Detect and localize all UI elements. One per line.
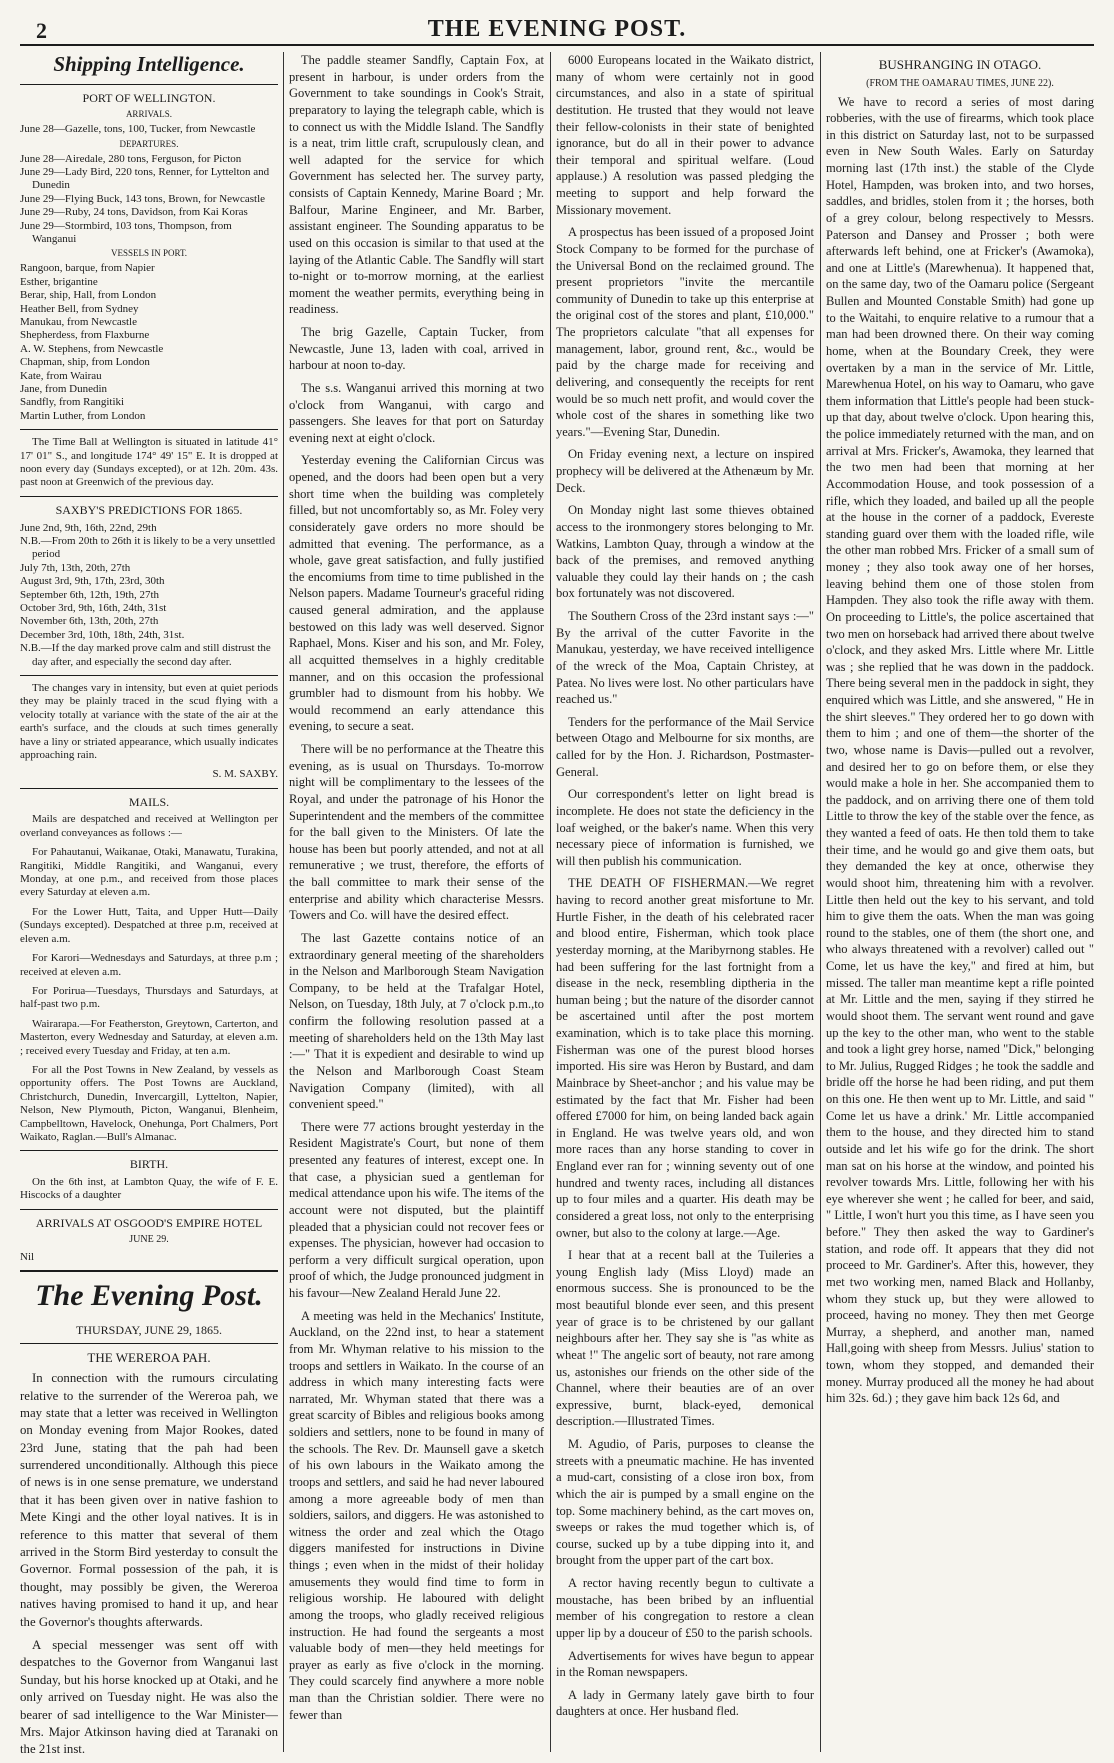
arrivals-label: ARRIVALS. bbox=[125, 109, 173, 120]
vessel-line: Rangoon, barque, from Napier bbox=[20, 262, 155, 275]
vessel-line: Manukau, from Newcastle bbox=[20, 316, 137, 329]
vessels-label: VESSELS IN PORT. bbox=[110, 248, 188, 259]
departure-line: June 29—Lady Bird, 220 tons, Renner, for Lyttelton and Dunedin bbox=[20, 165, 270, 192]
departure-line: June 28—Airedale, 280 tons, Ferguson, for Picton bbox=[20, 152, 242, 165]
vessel-line: Jane, from Dunedin bbox=[20, 383, 108, 396]
mails-paragraph: For all the Post Towns in New Zealand, by vessels as opportunity offers. The Post Towns are Auckland, Christchurch, Dunedin, Invercargill, Lyttelton, Napier, Nelson, New Plymouth, Picton, Wanganui, Blenheim, Campbelltown, Havelock, Onehunga, Port Chalmers, Port Waikato, Raglan.—Bull's Almanac. bbox=[20, 1063, 278, 1143]
column-1 bbox=[20, 52, 278, 1756]
masthead-title: THE EVENING POST. bbox=[427, 16, 687, 42]
vessel-line: Esther, brigantine bbox=[20, 275, 98, 288]
bushranging-title: BUSHRANGING IN OTAGO. bbox=[878, 57, 1042, 72]
news-paragraph: On Friday evening next, a lecture on inspired prophecy will be delivered at the Athenæum by Mr. Deck. bbox=[556, 447, 814, 495]
page-number: 2 bbox=[36, 18, 47, 43]
saxby-signature: S. M. SAXBY. bbox=[212, 768, 278, 781]
saxby-heading: SAXBY'S PREDICTIONS FOR 1865. bbox=[55, 502, 243, 517]
saxby-line: December 3rd, 10th, 18th, 24th, 31st. bbox=[20, 628, 185, 641]
news-paragraph: Yesterday evening the Californian Circus was opened, and the doors had been open but a very short time when the building was completely filled, but not uncomfortably so, as Mr. Foley very considerately gave orders no more should be admitted that evening. The performance, as a whole, gave great satisfaction, and fully justified the encomiums from time to time published in the Nelson papers. Madame Tourneur's graceful riding caused general admiration, and the applause bestowed on this lady was well deserved. Signor Raphael, Mons. Kiser and his son, and Mr. Foley, all acquitted themselves in a highly creditable manner, and on this occasion the professional grumbler had to dismount from his hobby. We would recommend an early attendance this evening, to secure a seat. bbox=[289, 453, 544, 734]
wereroa-title: THE WEREROA PAH. bbox=[87, 1350, 211, 1366]
departures-label: DEPARTURES. bbox=[119, 138, 179, 149]
departure-line: June 29—Ruby, 24 tons, Davidson, from Kai Koras bbox=[20, 206, 248, 219]
shipping-heading: Shipping Intelligence. bbox=[53, 52, 245, 76]
saxby-line: September 6th, 12th, 19th, 27th bbox=[20, 588, 160, 601]
column-rule bbox=[283, 52, 284, 1752]
birth-notice: On the 6th inst, at Lambton Quay, the wife of F. E. Hiscocks of a daughter bbox=[20, 1176, 278, 1202]
osgood-heading: ARRIVALS AT OSGOOD'S EMPIRE HOTEL bbox=[35, 1215, 263, 1230]
news-paragraph: The s.s. Wanganui arrived this morning at two o'clock from Wanganui, with cargo and passengers. She leaves for that port on Saturday evening next at eight o'clock. bbox=[289, 380, 544, 445]
news-paragraph: 6000 Europeans located in the Waikato district, many of whom were certainly not in good circumstances, and also in a state of spiritual destitution. He trusted that they would not leave their fellow-colonists in their state of benighted ignorance, but do all in their power to advance their temporal and spiritual welfare. (Loud applause.) A resolution was passed pledging the meeting to support and help forward the Missionary movement. bbox=[556, 53, 814, 217]
wereroa-paragraph: In connection with the rumours circulating relative to the surrender of the Wereroa pah, we may state that a letter was received in Wellington on Monday evening from Major Rookes, dated 23rd June, stating that the pah had been surrendered unconditionally. Although this piece of news is in one sense premature, we understand that it has been given over in native fashion to Mete Kingi and the other loyal natives. It is in reference to this matter that several of them arrived in the Storm Bird yesterday to consult the Governor. Formal possession of the pah, it is thought, may possibly be given, the Wereroa natives having promised to hand it up, and hear the Governor's thoughts afterwards. bbox=[20, 1371, 278, 1629]
port-heading: PORT OF WELLINGTON. bbox=[82, 90, 216, 105]
vessel-line: Heather Bell, from Sydney bbox=[20, 302, 139, 315]
departure-line: June 29—Stormbird, 103 tons, Thompson, from Wanganui bbox=[20, 219, 232, 246]
masthead bbox=[20, 14, 1094, 46]
saxby-line: October 3rd, 9th, 16th, 24th, 31st bbox=[20, 601, 167, 614]
vessel-line: Berar, ship, Hall, from London bbox=[20, 289, 157, 302]
saxby-line: August 3rd, 9th, 17th, 23rd, 30th bbox=[20, 575, 165, 588]
news-paragraph: A meeting was held in the Mechanics' Institute, Auckland, on the 22nd inst, to hear a statement from Mr. Whyman relative to his mission to the troops and settlers in Waikato. In the course of an address in which many interesting facts were narrated, Mr. Whyman stated that there was a great scarcity of Bibles and religious books among soldiers and settlers, none to be found in many of the schools. The Rev. Dr. Maunsell gave a sketch of his own labours in the Waikato among the troops and settlers, and said he had never laboured among a more agreeable body of men than soldiers, sailors, and diggers. He was astonished to witness the order and zeal which the Otago diggers manifested for instructions in Divine things ; even when in the midst of their holiday amusements they would find time to form in religious worship. He laboured with delight among the troops, who gladly received religious instruction. He had found the sergeants a most valuable body of men—they held meetings for prayer as early as five o'clock in the morning. They could scarcely find anywhere a more noble man than the Christian soldier. There were no fewer than bbox=[289, 1308, 544, 1722]
mails-paragraph: For Pahautanui, Waikanae, Otaki, Manawatu, Turakina, Rangitiki, Middle Rangitiki, and Wanganui, every Monday, at one p.m., and received from those places every Saturday at eleven a.m. bbox=[20, 846, 278, 899]
birth-heading: BIRTH. bbox=[129, 1157, 169, 1172]
mails-paragraph: For the Lower Hutt, Taita, and Upper Hutt—Daily (Sundays excepted). Despatched at three p.m, received at eleven a.m. bbox=[20, 905, 278, 945]
column-rule bbox=[820, 52, 821, 1752]
news-paragraph: THE DEATH OF FISHERMAN.—We regret having to record another great misfortune to Mr. Hurtle Fisher, in the death of his celebrated racer and blood entire, Fisherman, which took place yesterday morning, at the Maribyrnong stables. He had been suffering for the last fortnight from a disease in the neck, resembling diptheria in the human being ; but the nature of the disorder cannot be ascertained until after the post mortem examination, which is to take place this morning. Fisherman was one of the purest blood horses imported. His sire was Heron by Bustard, and dam Mainbrace by Sheet-anchor ; and his value may be estimated by the fact that Mr. Fisher had been offered £7000 for him, on being landed back again in England. He was twelve years old, and won more races than any horse standing to cover in England ever ran for ; winning seventy out of one hundred and twenty races, including all distances up to four miles and a quarter. His death may be considered a great loss, not only to the enterprising owner, but also to the colony at large.—Age. bbox=[556, 876, 814, 1240]
vessel-line: A. W. Stephens, from Newcastle bbox=[20, 342, 164, 355]
news-paragraph: There will be no performance at the Theatre this evening, as is usual on Thursdays. To-morrow night will be complimentary to the lessees of the Royal, and under the patronage of his Honor the Superintendent and the members of the committee for the ball given to the Ministers. Of late the house has been but poorly attended, and not at all remunerative ; we trust, therefore, the efforts of the ball committee to mark their sense of the enterprise and ability which characterise Messrs. Towers and Co. will have the desired effect. bbox=[289, 742, 544, 923]
news-paragraph: There were 77 actions brought yesterday in the Resident Magistrate's Court, but none of them presented any features of interest, except one. In that case, a physician sued a gentleman for medical attendance upon his wife. The items of the account were not disputed, but the plaintiff pleaded that a physician could not recover fees or expenses. The physician, however had occasion to perform a very difficult surgical operation, upon proof of which, the Judge pronounced judgment in his favour—New Zealand Herald June 22. bbox=[289, 1119, 544, 1300]
column-rule bbox=[550, 52, 551, 1752]
news-paragraph: Tenders for the performance of the Mail Service between Otago and Melbourne for six months, are called for by the Hon. J. Richardson, Postmaster-General. bbox=[556, 714, 814, 779]
saxby-line: June 2nd, 9th, 16th, 22nd, 29th bbox=[20, 521, 157, 534]
vessel-line: Shepherdess, from Flaxburne bbox=[20, 329, 150, 342]
vessel-line: Kate, from Wairau bbox=[20, 369, 102, 382]
paper-title: The Evening Post. bbox=[35, 1279, 263, 1313]
saxby-line: N.B.—From 20th to 26th it is likely to be a very unsettled period bbox=[20, 534, 276, 561]
mails-paragraph: For Karori—Wednesdays and Saturdays, at three p.m ; received at eleven a.m. bbox=[20, 952, 278, 978]
bushranging-source: (FROM THE OAMARAU TIMES, JUNE 22). bbox=[866, 78, 1054, 90]
news-paragraph: The Southern Cross of the 23rd instant says :—" By the arrival of the cutter Favorite in the Manukau, yesterday, we have received intelligence of the wreck of the Moa, Captain Christey, at Patea. No lives were lost. No other particulars have reached us." bbox=[556, 609, 814, 707]
issue-date: THURSDAY, JUNE 29, 1865. bbox=[75, 1322, 223, 1337]
news-paragraph: Our correspondent's letter on light bread is incomplete. He does not state the deficiency in the loaf weighed, or the baker's name. When this very necessary piece of information is furnished, we will then publish his communication. bbox=[556, 787, 814, 868]
time-ball-notice: The Time Ball at Wellington is situated in latitude 41° 17' 01" S., and longitude 174° 49' 15" E. It is dropped at noon every day (Sundays excepted), or at 12h. 20m. 43s. past noon at Greenwich of the previous day. bbox=[20, 436, 278, 489]
mails-paragraph: Wairarapa.—For Featherston, Greytown, Carterton, and Masterton, every Wednesday and Saturday, at eleven a.m. ; received every Tuesday and Friday, at ten a.m. bbox=[20, 1017, 278, 1057]
vessel-line: Chapman, ship, from London bbox=[20, 356, 150, 369]
saxby-line: July 7th, 13th, 20th, 27th bbox=[20, 561, 131, 574]
osgood-value: Nil bbox=[20, 1250, 35, 1263]
news-paragraph: On Monday night last some thieves obtained access to the ironmongery stores belonging to Mr. Watkins, Lambton Quay, through a window at the back of the premises, and removed anything valuable they could lay their hands on ; the cash box fortunately was not discovered. bbox=[556, 503, 814, 601]
saxby-line: November 6th, 13th, 20th, 27th bbox=[20, 615, 159, 628]
mails-heading: MAILS. bbox=[128, 794, 170, 809]
wereroa-paragraph: A special messenger was sent off with despatches to the Governor from Wanganui last Sunday, but his horse knocked up at Otaki, and he only arrived on Tuesday night. He was also the bearer of sad intelligence to the War Minister—Mrs. Major Atkinson having died at Taranaki on the 21st inst. bbox=[20, 1637, 278, 1756]
arrival-line: June 28—Gazelle, tons, 100, Tucker, from Newcastle bbox=[20, 123, 256, 136]
news-paragraph: The paddle steamer Sandfly, Captain Fox, at present in harbour, is under orders from the Government to take soundings in Cook's Strait, preparatory to laying the telegraph cable, which is to connect us with the Middle Island. The Sandfly is a neat, trim little craft, scrupulously clean, and well adapted for the service for which Government has selected her. The survey party, consists of Captain Kennedy, Marine Board ; Mr. Balfour, Marine Engineer, and Mr. Barber, assistant engineer. The Sounding apparatus to be used on this occasion is similar to that used at the laying of the Atlantic Cable. The Sandfly will start to-night or to-morrow morning, at the earliest moment the weather permits, everything being in readiness. bbox=[289, 53, 544, 317]
news-paragraph: The last Gazette contains notice of an extraordinary general meeting of the shareholders in the Nelson and Marlborough Steam Navigation Company, to be held at the Trafalgar Hotel, Nelson, on Tuesday, 18th July, at 7 o'clock p.m.,to confirm the following resolution passed at a meeting of shareholders held on the 13th May last :—" That it is expedient and desirable to wind up the Nelson and Marlborough Coast Steam Navigation Company (limited), with all convenient speed." bbox=[289, 930, 544, 1112]
saxby-note: The changes vary in intensity, but even at quiet periods they may be plainly traced in the scud flying with a velocity totally at variance with the state of the air at the earth's surface, and the clouds at such times generally have a liny or striated appearance, which usually indicates approaching rain. bbox=[20, 681, 278, 762]
mails-paragraph: For Porirua—Tuesdays, Thursdays and Saturdays, at half-past two p.m. bbox=[20, 984, 278, 1011]
news-paragraph: The brig Gazelle, Captain Tucker, from Newcastle, June 13, laden with coal, arrived in harbour at noon to-day. bbox=[289, 325, 544, 373]
column-4 bbox=[826, 52, 1094, 1756]
news-paragraph: A lady in Germany lately gave birth to four daughters at once. Her husband fled. bbox=[556, 1687, 814, 1719]
news-paragraph: M. Agudio, of Paris, purposes to cleanse the streets with a pneumatic machine. He has invented a mud-cart, consisting of a close iron box, from which the air is pumped by a small engine on the top. Some machinery behind, as the cart moves on, sweeps or rakes the mud together which is, of course, sucked up by a tube dipping into it, and brought from the upper part of the cart box. bbox=[556, 1437, 814, 1568]
saxby-line: N.B.—If the day marked prove calm and still distrust the day after, and especially the second day after. bbox=[20, 642, 271, 668]
osgood-date: JUNE 29. bbox=[129, 1234, 169, 1246]
bushranging-paragraph: We have to record a series of most daring robberies, with the use of firearms, which took place in this district on Saturday last, not to be surpassed even in New South Wales. Early on Saturday morning last (17th inst.) the stable of the Clyde Hotel, Hampden, was broken into, and two horses, saddles, and bridles, stolen from it ; the horses, both of a grey colour, belong respectively to Messrs. Paterson and Dansey and Prosser ; both were afterwards left behind, one at Fricker's (Awamoka), and one at Little's (Marewhenua). It happened that, on the same day, two of the Oamaru police (Sergeant Bullen and Mounted Constable Smith) had gone up to the Waitahi, to enquire relative to a rumour that a man had been drowned there. On their way coming home, when at the Boundary Creek, they were overtaken by a man in the service of Mr. Little, Marewhenua Hotel, on his way to Oamaru, who gave them information that Little's people had been stuck-up that day, about twelve o'clock. Upon hearing this, the police immediately returned with the man, and on arrival at Mrs. Fricker's, Awamoka, they learned that the two men had been that morning at her Accommodation House, and took possession of a rifle, which they loaded, and bailed up all the people at the house in the corner of a paddock, Evereste standing guard over them with the loaded rifle, wile the other man robbed Mrs. Fricker of a small sum of money ; they also took away one of her horses, leaving behind them one of those stolen from Hampden. They also took the rifle away with them. On proceeding to Little's, the police ascertained that two men on horseback had arrived there about twelve o'clock, and they asked Mrs. Little where Mr. Little was ; she replied that he was down in the paddock. There being several men in the paddock in sight, they enquired which was Little, and she answered, " He in the shirt sleeves." They ordered her to go down with them to him ; and one of them—the shorter of the two, whose name is Davis—pulled out a revolver, and desired her to go on before them, or else they would make a hole in her. She accompanied them to the paddock, and on arriving there one of them told Little to throw the key of the stable over the fence, as they wanted a feed of oats. He then told them to take their time, and he would go and give them oats, but they demanded the key at once, otherwise they would shoot him, threatening him with a revolver. Little then held out the key to his servant, and told him to give them the oats. When the man was going round to the stables, one of them (the short one, and who always threatened with a revolver) called out " Come, let us have the key," and fired at him, but missed. The taller man meantime kept a rifle pointed at Mr. Little and the men, saying if they stirred he would shoot them. The servant went round and gave up the key to the other man, who went to the stable and took a light grey horse, named "Dick," belonging to Mr. Julius, Rugged Ridges ; he took the saddle and bridle off the horse he had been riding, and put them on this one. He then went up to Mr. Little, and said " Come let us have a drink.' Mr. Little accompanied them to the house, and they directed him to stand outside and let his wife go for the drink. The short man sat on his horse at the window, and pointed his revolver towards Mrs. Little, following her with his eye wherever she went ; he called for beer, and said, " Little, I won't hurt you this time, as I have seen you before." They then asked the way to Gardiner's station, and rode off. It appears that they did not proceed to Mr. Gardiner's. After this, however, they met two working men, named Black and Hollanby, whom they stuck up, but they were allowed to proceed, having no money. They then met George Murray, a shepherd, and another man, named Hall,going with sheep from Messrs. Julius' station to town, whom they stopped, and demanded their money. Murray produced all the money he had about him 32s. 6d.) ; they gave him back 12s 6d, and bbox=[826, 94, 1094, 1406]
news-paragraph: Advertisements for wives have begun to appear in the Roman newspapers. bbox=[556, 1648, 814, 1680]
news-paragraph: A rector having recently begun to cultivate a moustache, has been bribed by an influential member of his congregation to restore a clean upper lip by a douceur of £50 to the parish schools. bbox=[556, 1576, 814, 1640]
mails-paragraph: Mails are despatched and received at Wellington per overland conveyances as follows :— bbox=[20, 813, 278, 839]
column-3 bbox=[556, 52, 814, 1756]
news-paragraph: A prospectus has been issued of a proposed Joint Stock Company to be formed for the purchase of the Universal Bond on the reclaimed ground. The present proprietors "invite the mercantile community of Dunedin to take up this enterprise at the original cost of the stores and plant, £10,000." The proprietors calculate "that all expenses for management, labor, ground rent, &c., would be paid by the charge made for receiving and delivering, and consequently the receipts for rent would be so much nett profit, and would cover the whole cost of the shares in something like two years."—Evening Star, Dunedin. bbox=[556, 225, 814, 439]
departure-line: June 29—Flying Buck, 143 tons, Brown, for Newcastle bbox=[20, 192, 266, 205]
news-paragraph: I hear that at a recent ball at the Tuileries a young English lady (Miss Lloyd) made an enormous success. She is pronounced to be the most beautiful blonde ever seen, and this present year of grace is to be christened by our gallant neighbours after her. They say she is "as white as wheat !" The angelic sort of beauty, not rare among us, astonishes our friends on the other side of the Channel, where their beauties are of an over expressive, burnt, black-eyed, demonical description.—Illustrated Times. bbox=[556, 1248, 814, 1429]
column-2 bbox=[289, 52, 544, 1756]
vessel-line: Sandfly, from Rangitiki bbox=[20, 396, 125, 409]
vessel-line: Martin Luther, from London bbox=[20, 409, 146, 422]
